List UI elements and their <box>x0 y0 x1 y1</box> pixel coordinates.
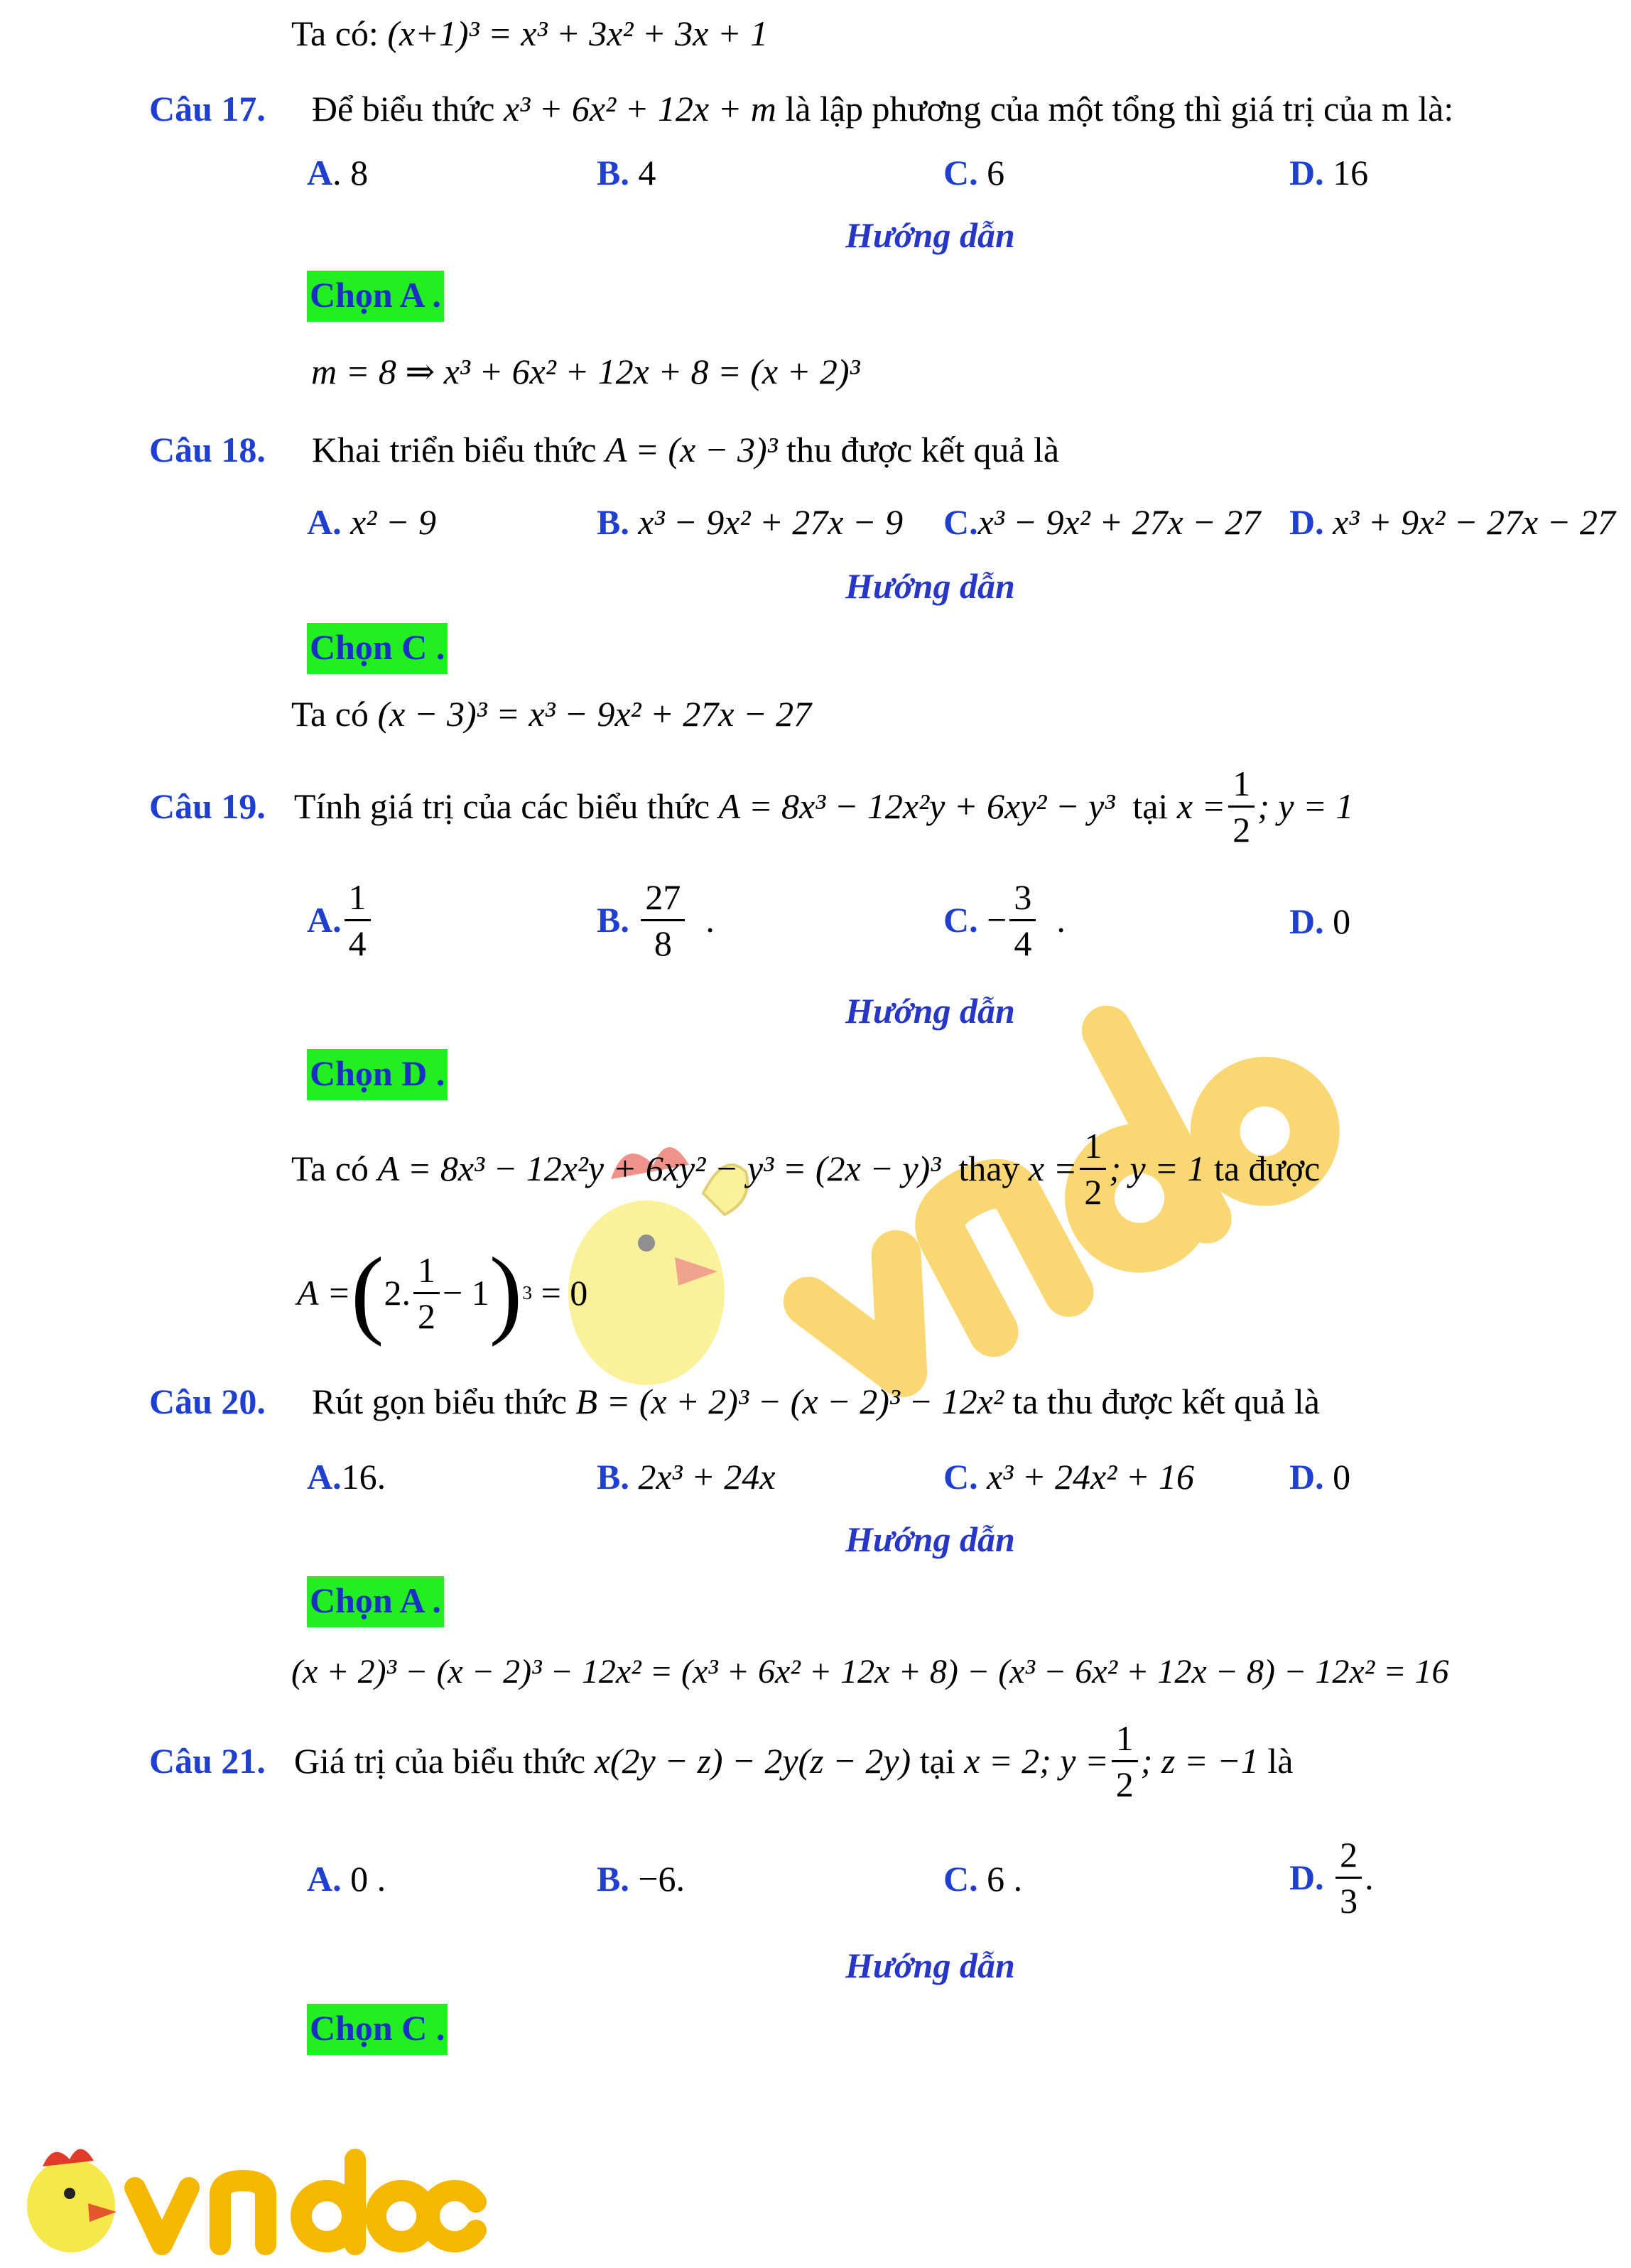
question-text-end: là lập phương của một tổng thì giá trị của m là: <box>785 89 1454 129</box>
logo-mascot-body <box>27 2159 115 2252</box>
mascot-body <box>568 1200 725 1385</box>
question-text: Giá trị của biểu thức <box>293 1741 586 1781</box>
option-a[interactable]: A. x² − 9 <box>307 502 437 542</box>
option-d[interactable]: D. 16 <box>1289 153 1369 192</box>
question-label: Câu 18. <box>149 430 266 470</box>
option-b[interactable]: B. −6. <box>597 1859 686 1899</box>
question-text: Tính giá trị của các biểu thức <box>293 786 710 826</box>
solution-19: Ta có A = 8x³ − 12x²y + 6xy² − y³ = (2x − y)³ thay x = $\frac{1}{2}$ ; y = 1 ta được <box>291 1125 1321 1212</box>
option-a[interactable]: A. 8 <box>307 153 369 192</box>
answer-17: Chọn A . <box>307 277 444 313</box>
option-c[interactable]: C. − $\frac{3}{4}$ . <box>943 877 1066 963</box>
intro-prefix: Ta có: <box>291 13 379 53</box>
option-c[interactable]: C. 6 . <box>943 1859 1023 1899</box>
question-formula: A = (x − 3)³ <box>605 430 778 470</box>
option-d[interactable]: D. 0 <box>1289 1457 1351 1497</box>
question-label: Câu 19. <box>149 786 266 826</box>
question-17 <box>149 89 1454 129</box>
solution-18: Ta có (x − 3)³ = x³ − 9x² + 27x − 27 <box>291 694 812 734</box>
option-c[interactable]: C.x³ − 9x² + 27x − 27 <box>943 502 1261 542</box>
question-text: Để biểu thức <box>311 89 495 129</box>
solution-20: (x + 2)³ − (x − 2)³ − 12x² = (x³ + 6x² + 12x + 8) − (x³ − 6x² + 12x − 8) − 12x² = 16 <box>291 1653 1449 1691</box>
guide-heading: Hướng dẫn <box>845 1946 1015 1985</box>
solution-17: m = 8 ⇒ x³ + 6x² + 12x + 8 = (x + 2)³ <box>311 352 860 391</box>
guide-heading: Hướng dẫn <box>845 215 1015 255</box>
guide-heading: Hướng dẫn <box>845 991 1015 1031</box>
question-21: Câu 21. Giá trị của biểu thức x(2y − z) − 2y(z − 2y) tại x = 2; y = $\frac{1}{2}$ ; z = −1 là <box>149 1718 1294 1804</box>
answer-21: Chọn C . <box>307 2010 448 2046</box>
option-d[interactable]: D. 0 <box>1289 901 1351 941</box>
solution-19-result: A = ( 2. $\frac{1}{2}$ − 1 ) 3 = 0 <box>297 1237 588 1347</box>
guide-heading: Hướng dẫn <box>845 566 1015 606</box>
question-label: Câu 21. <box>149 1741 266 1781</box>
option-b[interactable]: B. x³ − 9x² + 27x − 9 <box>597 502 904 542</box>
option-c[interactable]: C. 6 <box>943 153 1005 192</box>
mascot-eye <box>638 1235 655 1252</box>
option-c[interactable]: C. x³ + 24x² + 16 <box>943 1457 1194 1497</box>
question-text-end: ta thu được kết quả là <box>1012 1382 1320 1421</box>
logo-mascot-eye <box>64 2188 75 2199</box>
option-b[interactable]: B. 4 <box>597 153 656 192</box>
answer-18: Chọn C . <box>307 629 448 665</box>
option-d[interactable]: D. x³ + 9x² − 27x − 27 <box>1289 502 1615 542</box>
option-a[interactable]: A. 0 . <box>307 1859 386 1899</box>
answer-20: Chọn A . <box>307 1583 444 1618</box>
option-b[interactable]: B. 2x³ + 24x <box>597 1457 776 1497</box>
option-d[interactable]: D. $\frac{2}{3}$ . <box>1289 1834 1374 1921</box>
question-text-end: thu được kết quả là <box>786 430 1060 470</box>
vndoc-logo-footer <box>14 2138 511 2259</box>
option-a[interactable]: A. $\frac{1}{4}$ <box>307 881 374 959</box>
intro-formula: (x+1)³ = x³ + 3x² + 3x + 1 <box>387 13 769 53</box>
question-20 <box>149 1384 1320 1419</box>
question-text-mid: tại <box>1132 786 1169 826</box>
question-label: Câu 20. <box>149 1382 266 1421</box>
guide-heading: Hướng dẫn <box>845 1519 1015 1559</box>
question-formula: B = (x + 2)³ − (x − 2)³ − 12x² <box>575 1382 1004 1421</box>
question-18 <box>149 430 1060 470</box>
question-text: Khai triển biểu thức <box>311 430 597 470</box>
question-19: Câu 19. Tính giá trị của các biểu thức A = 8x³ − 12x²y + 6xy² − y³ tại x = $\frac{1}{2}$ ; y = 1 <box>149 763 1354 850</box>
question-text: Rút gọn biểu thức <box>311 1382 567 1421</box>
question-label: Câu 17. <box>149 89 266 129</box>
question-formula: x³ + 6x² + 12x + m <box>504 89 776 129</box>
answer-19: Chọn D . <box>307 1056 448 1091</box>
intro-line <box>291 13 769 53</box>
option-a[interactable]: A.16. <box>307 1457 386 1497</box>
question-text-mid: tại <box>919 1741 955 1781</box>
question-formula: x(2y − z) − 2y(z − 2y) <box>594 1741 911 1781</box>
question-formula: A = 8x³ − 12x²y + 6xy² − y³ <box>718 786 1115 826</box>
option-b[interactable]: B. $\frac{27}{8}$ . <box>597 877 715 963</box>
